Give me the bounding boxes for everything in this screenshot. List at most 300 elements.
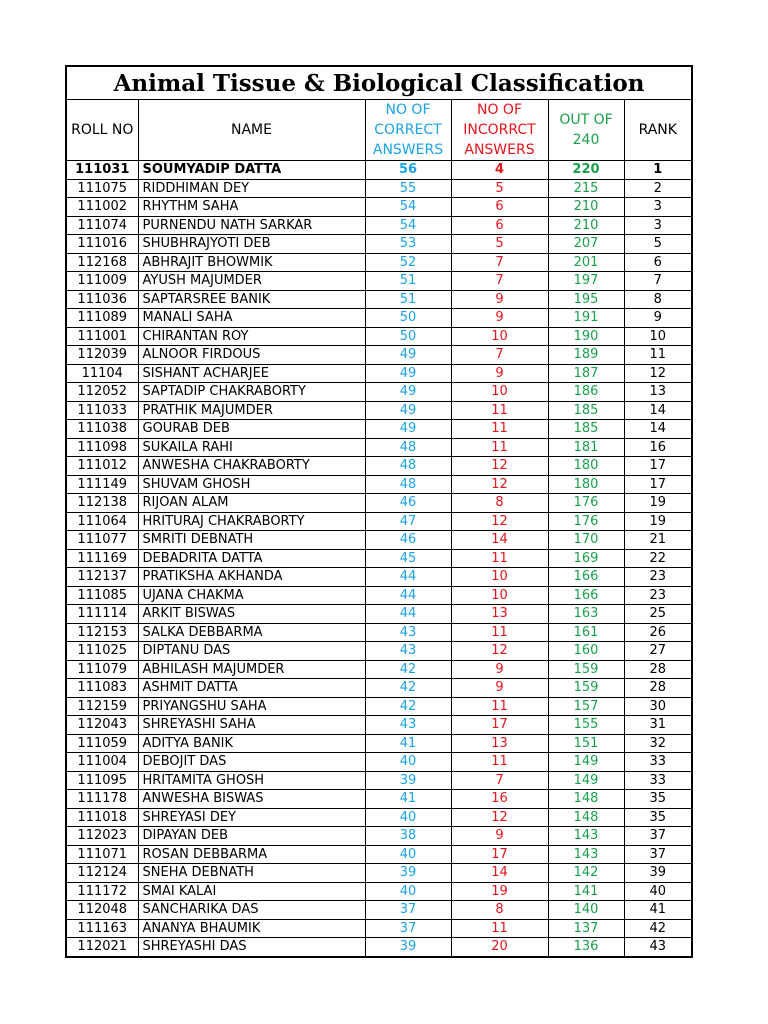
correct-answers-cell: 41 xyxy=(365,790,451,809)
rank-cell: 31 xyxy=(624,716,692,735)
score-cell: 187 xyxy=(548,364,624,383)
table-row xyxy=(66,808,692,827)
name-cell: SISHANT ACHARJEE xyxy=(138,364,365,383)
rank-cell: 17 xyxy=(624,475,692,494)
table-row xyxy=(66,438,692,457)
table-row xyxy=(66,753,692,772)
correct-answers-cell: 39 xyxy=(365,864,451,883)
name-cell: SMAI KALAI xyxy=(138,882,365,901)
score-cell: 140 xyxy=(548,901,624,920)
score-cell: 148 xyxy=(548,790,624,809)
header-row xyxy=(66,100,692,161)
incorrect-answers-cell: 9 xyxy=(451,364,548,383)
correct-answers-cell: 49 xyxy=(365,420,451,439)
incorrect-answers-cell: 9 xyxy=(451,290,548,309)
name-cell: SALKA DEBBARMA xyxy=(138,623,365,642)
rank-cell: 14 xyxy=(624,420,692,439)
incorrect-answers-cell: 14 xyxy=(451,864,548,883)
header-correct-answers: NO OF CORRECT ANSWERS xyxy=(365,100,451,161)
name-cell: SANCHARIKA DAS xyxy=(138,901,365,920)
incorrect-answers-cell: 7 xyxy=(451,253,548,272)
rank-cell: 26 xyxy=(624,623,692,642)
name-cell: HRITURAJ CHAKRABORTY xyxy=(138,512,365,531)
rank-cell: 8 xyxy=(624,290,692,309)
roll-no-cell: 111059 xyxy=(66,734,138,753)
roll-no-cell: 111085 xyxy=(66,586,138,605)
incorrect-answers-cell: 19 xyxy=(451,882,548,901)
rank-cell: 41 xyxy=(624,901,692,920)
score-cell: 210 xyxy=(548,198,624,217)
roll-no-cell: 112153 xyxy=(66,623,138,642)
table-row xyxy=(66,161,692,180)
score-cell: 191 xyxy=(548,309,624,328)
score-cell: 159 xyxy=(548,679,624,698)
rank-cell: 3 xyxy=(624,216,692,235)
score-cell: 149 xyxy=(548,771,624,790)
correct-answers-cell: 40 xyxy=(365,845,451,864)
roll-no-cell: 111114 xyxy=(66,605,138,624)
name-cell: SHREYASHI SAHA xyxy=(138,716,365,735)
score-cell: 189 xyxy=(548,346,624,365)
name-cell: ABHILASH MAJUMDER xyxy=(138,660,365,679)
table-row xyxy=(66,623,692,642)
incorrect-answers-cell: 11 xyxy=(451,697,548,716)
name-cell: SHUVAM GHOSH xyxy=(138,475,365,494)
table-row xyxy=(66,827,692,846)
table-row xyxy=(66,198,692,217)
table-row xyxy=(66,364,692,383)
roll-no-cell: 111089 xyxy=(66,309,138,328)
table-row xyxy=(66,549,692,568)
name-cell: ANANYA BHAUMIK xyxy=(138,919,365,938)
rank-cell: 30 xyxy=(624,697,692,716)
correct-answers-cell: 44 xyxy=(365,605,451,624)
incorrect-answers-cell: 11 xyxy=(451,401,548,420)
rank-cell: 12 xyxy=(624,364,692,383)
rank-cell: 23 xyxy=(624,568,692,587)
table-row xyxy=(66,309,692,328)
incorrect-answers-cell: 7 xyxy=(451,272,548,291)
roll-no-cell: 111077 xyxy=(66,531,138,550)
roll-no-cell: 111004 xyxy=(66,753,138,772)
score-cell: 136 xyxy=(548,938,624,957)
roll-no-cell: 111012 xyxy=(66,457,138,476)
correct-answers-cell: 40 xyxy=(365,882,451,901)
rank-cell: 33 xyxy=(624,771,692,790)
table-row xyxy=(66,512,692,531)
roll-no-cell: 111038 xyxy=(66,420,138,439)
table-row xyxy=(66,494,692,513)
name-cell: AYUSH MAJUMDER xyxy=(138,272,365,291)
incorrect-answers-cell: 11 xyxy=(451,420,548,439)
name-cell: SMRITI DEBNATH xyxy=(138,531,365,550)
rank-cell: 21 xyxy=(624,531,692,550)
score-cell: 207 xyxy=(548,235,624,254)
score-cell: 176 xyxy=(548,494,624,513)
name-cell: CHIRANTAN ROY xyxy=(138,327,365,346)
incorrect-answers-cell: 8 xyxy=(451,901,548,920)
roll-no-cell: 112124 xyxy=(66,864,138,883)
correct-answers-cell: 50 xyxy=(365,327,451,346)
table-row xyxy=(66,457,692,476)
roll-no-cell: 111018 xyxy=(66,808,138,827)
roll-no-cell: 112168 xyxy=(66,253,138,272)
correct-answers-cell: 49 xyxy=(365,346,451,365)
table-row xyxy=(66,327,692,346)
score-cell: 143 xyxy=(548,827,624,846)
header-rank: RANK xyxy=(624,100,692,161)
score-cell: 151 xyxy=(548,734,624,753)
score-cell: 190 xyxy=(548,327,624,346)
score-cell: 180 xyxy=(548,475,624,494)
incorrect-answers-cell: 9 xyxy=(451,660,548,679)
name-cell: SHREYASI DEY xyxy=(138,808,365,827)
incorrect-answers-cell: 16 xyxy=(451,790,548,809)
table-row xyxy=(66,790,692,809)
score-cell: 220 xyxy=(548,161,624,180)
table-row xyxy=(66,531,692,550)
name-cell: SHUBHRAJYOTI DEB xyxy=(138,235,365,254)
roll-no-cell: 111025 xyxy=(66,642,138,661)
rank-cell: 7 xyxy=(624,272,692,291)
header-incorrect-answers: NO OF INCORRCT ANSWERS xyxy=(451,100,548,161)
name-cell: UJANA CHAKMA xyxy=(138,586,365,605)
incorrect-answers-cell: 20 xyxy=(451,938,548,957)
table-row xyxy=(66,845,692,864)
incorrect-answers-cell: 11 xyxy=(451,753,548,772)
score-cell: 185 xyxy=(548,420,624,439)
incorrect-answers-cell: 5 xyxy=(451,179,548,198)
roll-no-cell: 111001 xyxy=(66,327,138,346)
name-cell: ASHMIT DATTA xyxy=(138,679,365,698)
roll-no-cell: 111083 xyxy=(66,679,138,698)
name-cell: ARKIT BISWAS xyxy=(138,605,365,624)
roll-no-cell: 111074 xyxy=(66,216,138,235)
rank-cell: 9 xyxy=(624,309,692,328)
incorrect-answers-cell: 11 xyxy=(451,438,548,457)
roll-no-cell: 112021 xyxy=(66,938,138,957)
incorrect-answers-cell: 6 xyxy=(451,198,548,217)
incorrect-answers-cell: 12 xyxy=(451,512,548,531)
roll-no-cell: 111031 xyxy=(66,161,138,180)
table-row xyxy=(66,864,692,883)
table-row xyxy=(66,716,692,735)
incorrect-answers-cell: 11 xyxy=(451,623,548,642)
rank-cell: 14 xyxy=(624,401,692,420)
table-row xyxy=(66,605,692,624)
table-row xyxy=(66,272,692,291)
correct-answers-cell: 52 xyxy=(365,253,451,272)
roll-no-cell: 112159 xyxy=(66,697,138,716)
incorrect-answers-cell: 12 xyxy=(451,457,548,476)
roll-no-cell: 111163 xyxy=(66,919,138,938)
name-cell: GOURAB DEB xyxy=(138,420,365,439)
roll-no-cell: 111036 xyxy=(66,290,138,309)
rank-cell: 37 xyxy=(624,845,692,864)
sheet-title: Animal Tissue & Biological Classification xyxy=(66,66,692,100)
name-cell: HRITAMITA GHOSH xyxy=(138,771,365,790)
name-cell: DIPAYAN DEB xyxy=(138,827,365,846)
roll-no-cell: 112137 xyxy=(66,568,138,587)
incorrect-answers-cell: 9 xyxy=(451,309,548,328)
table-row xyxy=(66,346,692,365)
rank-cell: 23 xyxy=(624,586,692,605)
score-cell: 143 xyxy=(548,845,624,864)
correct-answers-cell: 42 xyxy=(365,679,451,698)
score-cell: 186 xyxy=(548,383,624,402)
correct-answers-cell: 44 xyxy=(365,586,451,605)
rank-cell: 13 xyxy=(624,383,692,402)
score-cell: 161 xyxy=(548,623,624,642)
rank-cell: 33 xyxy=(624,753,692,772)
correct-answers-cell: 37 xyxy=(365,901,451,920)
table-row xyxy=(66,179,692,198)
score-cell: 142 xyxy=(548,864,624,883)
incorrect-answers-cell: 11 xyxy=(451,549,548,568)
score-cell: 137 xyxy=(548,919,624,938)
score-cell: 215 xyxy=(548,179,624,198)
header-name: NAME xyxy=(138,100,365,161)
roll-no-cell: 111071 xyxy=(66,845,138,864)
rank-cell: 1 xyxy=(624,161,692,180)
table-row xyxy=(66,771,692,790)
roll-no-cell: 111033 xyxy=(66,401,138,420)
roll-no-cell: 11104 xyxy=(66,364,138,383)
table-row xyxy=(66,919,692,938)
roll-no-cell: 111169 xyxy=(66,549,138,568)
correct-answers-cell: 39 xyxy=(365,771,451,790)
score-cell: 195 xyxy=(548,290,624,309)
score-cell: 176 xyxy=(548,512,624,531)
score-cell: 149 xyxy=(548,753,624,772)
correct-answers-cell: 39 xyxy=(365,938,451,957)
rank-cell: 42 xyxy=(624,919,692,938)
roll-no-cell: 111095 xyxy=(66,771,138,790)
rank-cell: 6 xyxy=(624,253,692,272)
correct-answers-cell: 42 xyxy=(365,697,451,716)
result-sheet xyxy=(65,65,691,958)
name-cell: DEBOJIT DAS xyxy=(138,753,365,772)
table-row xyxy=(66,642,692,661)
correct-answers-cell: 47 xyxy=(365,512,451,531)
incorrect-answers-cell: 14 xyxy=(451,531,548,550)
correct-answers-cell: 38 xyxy=(365,827,451,846)
score-cell: 148 xyxy=(548,808,624,827)
roll-no-cell: 111016 xyxy=(66,235,138,254)
name-cell: ADITYA BANIK xyxy=(138,734,365,753)
roll-no-cell: 111064 xyxy=(66,512,138,531)
roll-no-cell: 112052 xyxy=(66,383,138,402)
rank-cell: 17 xyxy=(624,457,692,476)
rank-cell: 5 xyxy=(624,235,692,254)
correct-answers-cell: 49 xyxy=(365,401,451,420)
correct-answers-cell: 51 xyxy=(365,290,451,309)
correct-answers-cell: 46 xyxy=(365,494,451,513)
score-cell: 169 xyxy=(548,549,624,568)
score-cell: 163 xyxy=(548,605,624,624)
name-cell: PRIYANGSHU SAHA xyxy=(138,697,365,716)
table-row xyxy=(66,660,692,679)
roll-no-cell: 111079 xyxy=(66,660,138,679)
correct-answers-cell: 40 xyxy=(365,808,451,827)
name-cell: SAPTADIP CHAKRABORTY xyxy=(138,383,365,402)
header-roll-no: ROLL NO xyxy=(66,100,138,161)
table-row xyxy=(66,383,692,402)
table-row xyxy=(66,679,692,698)
rank-cell: 40 xyxy=(624,882,692,901)
table-row xyxy=(66,568,692,587)
results-table xyxy=(65,65,693,958)
score-cell: 180 xyxy=(548,457,624,476)
name-cell: PRATHIK MAJUMDER xyxy=(138,401,365,420)
score-cell: 170 xyxy=(548,531,624,550)
score-cell: 166 xyxy=(548,568,624,587)
name-cell: SOUMYADIP DATTA xyxy=(138,161,365,180)
name-cell: ANWESHA CHAKRABORTY xyxy=(138,457,365,476)
incorrect-answers-cell: 10 xyxy=(451,586,548,605)
incorrect-answers-cell: 17 xyxy=(451,845,548,864)
incorrect-answers-cell: 10 xyxy=(451,568,548,587)
correct-answers-cell: 46 xyxy=(365,531,451,550)
roll-no-cell: 111002 xyxy=(66,198,138,217)
table-row xyxy=(66,734,692,753)
table-row xyxy=(66,901,692,920)
name-cell: DIPTANU DAS xyxy=(138,642,365,661)
score-cell: 201 xyxy=(548,253,624,272)
correct-answers-cell: 48 xyxy=(365,475,451,494)
table-row xyxy=(66,882,692,901)
correct-answers-cell: 53 xyxy=(365,235,451,254)
score-cell: 155 xyxy=(548,716,624,735)
rank-cell: 11 xyxy=(624,346,692,365)
name-cell: ANWESHA BISWAS xyxy=(138,790,365,809)
score-cell: 166 xyxy=(548,586,624,605)
correct-answers-cell: 50 xyxy=(365,309,451,328)
correct-answers-cell: 41 xyxy=(365,734,451,753)
correct-answers-cell: 44 xyxy=(365,568,451,587)
table-row xyxy=(66,938,692,957)
table-row xyxy=(66,697,692,716)
roll-no-cell: 111149 xyxy=(66,475,138,494)
correct-answers-cell: 43 xyxy=(365,623,451,642)
correct-answers-cell: 43 xyxy=(365,716,451,735)
name-cell: SUKAILA RAHI xyxy=(138,438,365,457)
table-row xyxy=(66,401,692,420)
incorrect-answers-cell: 13 xyxy=(451,734,548,753)
roll-no-cell: 111178 xyxy=(66,790,138,809)
correct-answers-cell: 49 xyxy=(365,383,451,402)
incorrect-answers-cell: 9 xyxy=(451,827,548,846)
rank-cell: 35 xyxy=(624,790,692,809)
rank-cell: 28 xyxy=(624,679,692,698)
correct-answers-cell: 48 xyxy=(365,457,451,476)
rank-cell: 43 xyxy=(624,938,692,957)
table-row xyxy=(66,420,692,439)
table-row xyxy=(66,586,692,605)
name-cell: PRATIKSHA AKHANDA xyxy=(138,568,365,587)
table-row xyxy=(66,235,692,254)
table-row xyxy=(66,253,692,272)
incorrect-answers-cell: 7 xyxy=(451,346,548,365)
rank-cell: 39 xyxy=(624,864,692,883)
correct-answers-cell: 40 xyxy=(365,753,451,772)
rank-cell: 37 xyxy=(624,827,692,846)
results-body xyxy=(66,161,692,957)
score-cell: 159 xyxy=(548,660,624,679)
incorrect-answers-cell: 12 xyxy=(451,475,548,494)
roll-no-cell: 111009 xyxy=(66,272,138,291)
roll-no-cell: 112048 xyxy=(66,901,138,920)
correct-answers-cell: 54 xyxy=(365,216,451,235)
roll-no-cell: 111172 xyxy=(66,882,138,901)
correct-answers-cell: 55 xyxy=(365,179,451,198)
score-cell: 157 xyxy=(548,697,624,716)
name-cell: ROSAN DEBBARMA xyxy=(138,845,365,864)
correct-answers-cell: 45 xyxy=(365,549,451,568)
incorrect-answers-cell: 12 xyxy=(451,642,548,661)
name-cell: SAPTARSREE BANIK xyxy=(138,290,365,309)
rank-cell: 2 xyxy=(624,179,692,198)
name-cell: RIDDHIMAN DEY xyxy=(138,179,365,198)
rank-cell: 16 xyxy=(624,438,692,457)
correct-answers-cell: 37 xyxy=(365,919,451,938)
name-cell: ALNOOR FIRDOUS xyxy=(138,346,365,365)
score-cell: 160 xyxy=(548,642,624,661)
rank-cell: 10 xyxy=(624,327,692,346)
rank-cell: 19 xyxy=(624,494,692,513)
correct-answers-cell: 51 xyxy=(365,272,451,291)
incorrect-answers-cell: 13 xyxy=(451,605,548,624)
incorrect-answers-cell: 5 xyxy=(451,235,548,254)
incorrect-answers-cell: 12 xyxy=(451,808,548,827)
correct-answers-cell: 43 xyxy=(365,642,451,661)
correct-answers-cell: 42 xyxy=(365,660,451,679)
rank-cell: 25 xyxy=(624,605,692,624)
table-row xyxy=(66,216,692,235)
correct-answers-cell: 49 xyxy=(365,364,451,383)
incorrect-answers-cell: 10 xyxy=(451,383,548,402)
name-cell: SHREYASHI DAS xyxy=(138,938,365,957)
score-cell: 210 xyxy=(548,216,624,235)
incorrect-answers-cell: 11 xyxy=(451,919,548,938)
name-cell: ABHRAJIT BHOWMIK xyxy=(138,253,365,272)
name-cell: SNEHA DEBNATH xyxy=(138,864,365,883)
rank-cell: 19 xyxy=(624,512,692,531)
table-row xyxy=(66,475,692,494)
name-cell: PURNENDU NATH SARKAR xyxy=(138,216,365,235)
incorrect-answers-cell: 7 xyxy=(451,771,548,790)
correct-answers-cell: 56 xyxy=(365,161,451,180)
rank-cell: 32 xyxy=(624,734,692,753)
roll-no-cell: 112043 xyxy=(66,716,138,735)
score-cell: 185 xyxy=(548,401,624,420)
rank-cell: 27 xyxy=(624,642,692,661)
name-cell: MANALI SAHA xyxy=(138,309,365,328)
table-row xyxy=(66,290,692,309)
roll-no-cell: 112138 xyxy=(66,494,138,513)
correct-answers-cell: 48 xyxy=(365,438,451,457)
name-cell: RIJOAN ALAM xyxy=(138,494,365,513)
correct-answers-cell: 54 xyxy=(365,198,451,217)
roll-no-cell: 112039 xyxy=(66,346,138,365)
incorrect-answers-cell: 8 xyxy=(451,494,548,513)
score-cell: 141 xyxy=(548,882,624,901)
score-cell: 197 xyxy=(548,272,624,291)
roll-no-cell: 112023 xyxy=(66,827,138,846)
name-cell: DEBADRITA DATTA xyxy=(138,549,365,568)
score-cell: 181 xyxy=(548,438,624,457)
incorrect-answers-cell: 9 xyxy=(451,679,548,698)
